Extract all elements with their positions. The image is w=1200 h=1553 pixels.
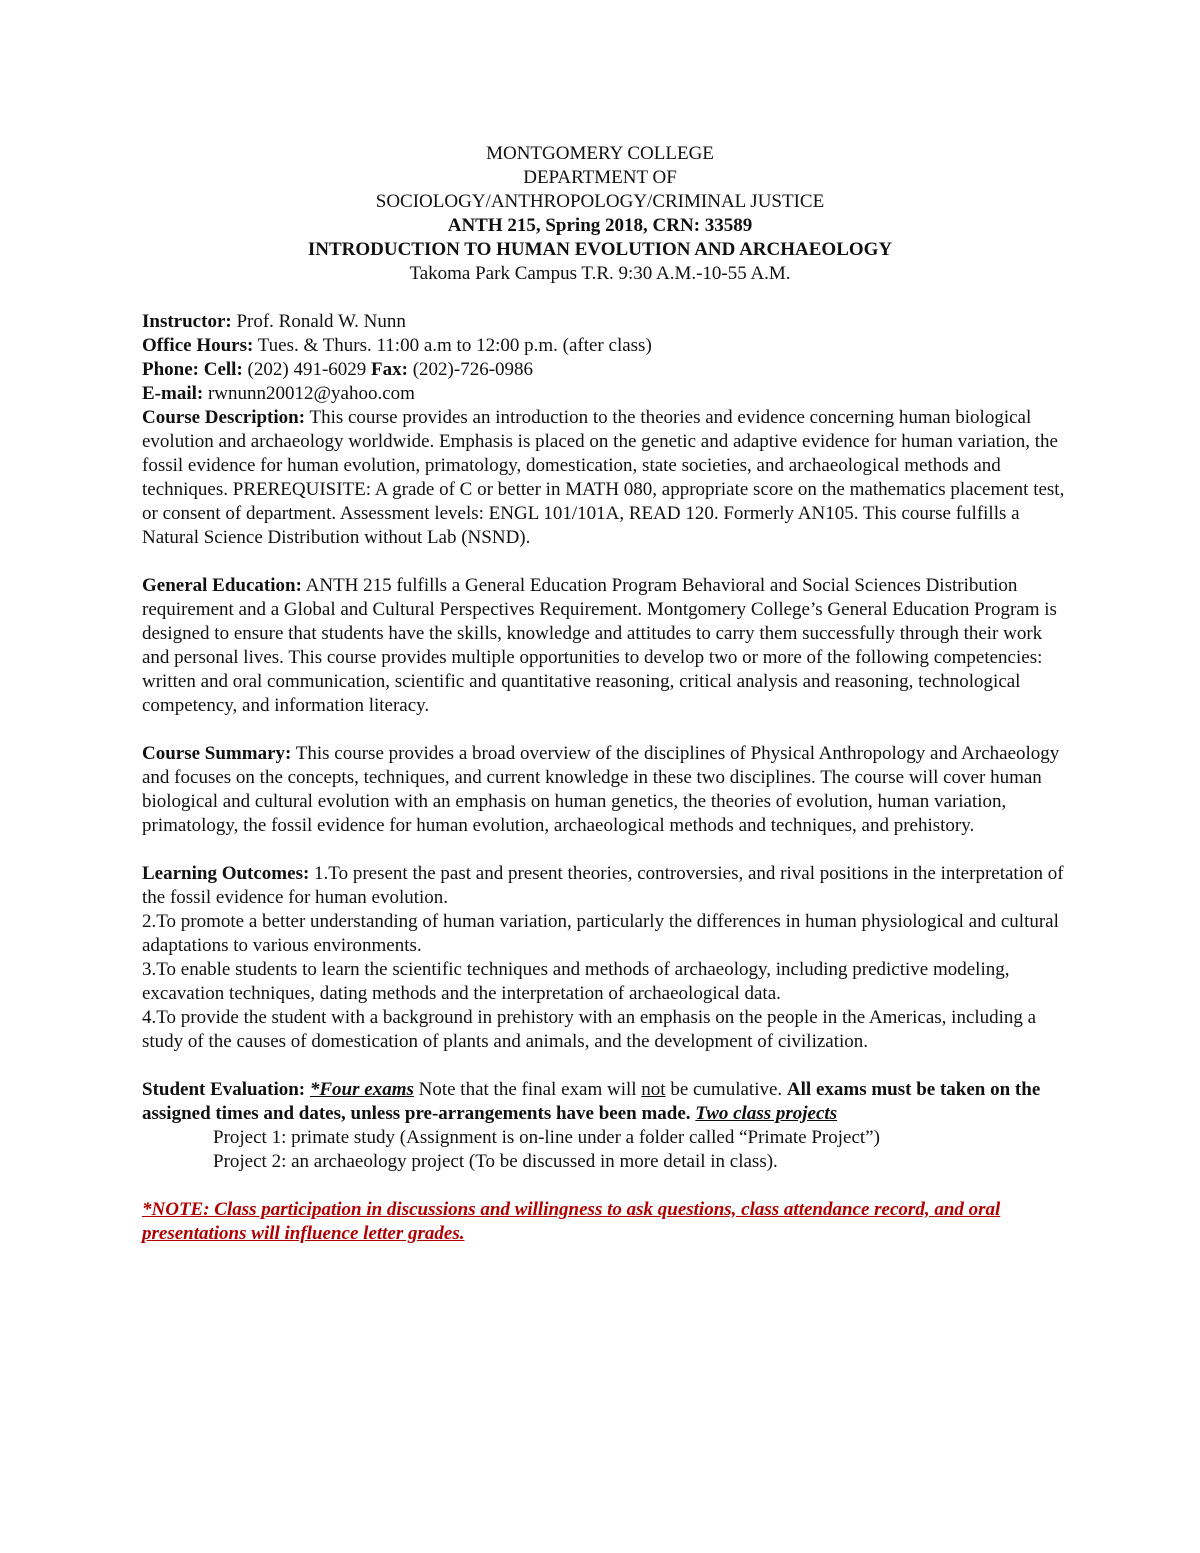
four-exams: *Four exams — [309, 1079, 414, 1100]
project-2: Project 2: an archaeology project (To be discussed in more detail in class). — [213, 1151, 778, 1172]
office-hours-line — [142, 334, 1067, 358]
project-1: Project 1: primate study (Assignment is on-line under a folder called “Primate Project”) — [213, 1127, 880, 1148]
department-line: DEPARTMENT OF — [523, 167, 677, 188]
learning-outcome-2: 2.To promote a better understanding of human variation, particularly the differences in human physiological and cultural adaptations to various environments. — [142, 911, 1059, 956]
course-line — [0, 214, 1200, 238]
general-education-text: ANTH 215 fulfills a General Education Program Behavioral and Social Sciences Distribution requirement and a Global and Cultural Perspectives Requirement. Montgomery College’s General Education Program is designed to ensure that students have the skills, knowledge and attitudes to carry them successfully through their work and personal lives. This course provides multiple opportunities to develop two or more of the following competencies: written and oral communication, scientific and quantitative reasoning, critical analysis and reasoning, technological competency, and information literacy. — [142, 575, 1057, 716]
college-name: MONTGOMERY COLLEGE — [486, 143, 714, 164]
email-label: E-mail: — [142, 383, 204, 404]
fax-label: Fax: — [371, 359, 408, 380]
fax-value: (202)-726-0986 — [407, 359, 534, 380]
instructor-line — [142, 310, 1067, 334]
syllabus-header — [0, 142, 1200, 286]
course-summary — [142, 742, 1067, 838]
course-summary-label: Course Summary: — [142, 743, 292, 764]
participation-note: *NOTE: Class participation in discussions and willingness to ask questions, class attendance record, and oral presentations will influence letter grades. — [142, 1199, 1001, 1244]
email-value: rwnunn20012@yahoo.com — [203, 383, 415, 404]
phone-label: Phone: Cell: — [142, 359, 243, 380]
learning-outcome-1-text: 1.To present the past and present theories, controversies, and rival positions in the interpretation of the fossil evidence for human evolution. — [142, 863, 1064, 908]
course-description-text: This course provides an introduction to the theories and evidence concerning human biological evolution and archaeology worldwide. Emphasis is placed on the genetic and adaptive evidence for human variation, the fossil evidence for human evolution, primatology, domestication, state societies, and archaeological methods and techniques. PREREQUISITE: A grade of C or better in MATH 080, appropriate score on the mathematics placement test, or consent of department. Assessment levels: ENGL 101/101A, READ 120. Formerly AN105. This course fulfills a Natural Science Distribution without Lab (NSND). — [142, 407, 1065, 548]
office-hours-value: Tues. & Thurs. 11:00 a.m to 12:00 p.m. (after class) — [253, 335, 652, 356]
course-description — [142, 406, 1067, 550]
learning-outcome-3: 3.To enable students to learn the scientific techniques and methods of archaeology, including predictive modeling, excavation techniques, dating methods and the interpretation of archaeological data. — [142, 959, 1010, 1004]
exams-requirement: All exams must be taken on the assigned times and dates, unless pre-arrangements have been made. — [142, 1079, 1041, 1124]
learning-outcome-1 — [142, 862, 1067, 910]
course-title: INTRODUCTION TO HUMAN EVOLUTION AND ARCHAEOLOGY — [307, 239, 893, 260]
course-summary-text: This course provides a broad overview of the disciplines of Physical Anthropology and Archaeology and focuses on the concepts, techniques, and current knowledge in these two disciplines. The course will cover human biological and cultural evolution with an emphasis on human genetics, the theories of evolution, human variation, primatology, the fossil evidence for human evolution, archaeological methods and techniques, and prehistory. — [142, 743, 1060, 836]
general-education — [142, 574, 1067, 718]
instructor-value: Prof. Ronald W. Nunn — [231, 311, 406, 332]
email-line — [142, 382, 1067, 406]
campus-time: Takoma Park Campus T.R. 9:30 A.M.-10-55 A.M. — [409, 263, 791, 284]
instructor-label: Instructor: — [142, 311, 232, 332]
evaluation-note-pre: Note that the final exam will — [413, 1079, 642, 1100]
learning-outcome-4: 4.To provide the student with a background in prehistory with an emphasis on the people in the Americas, including a study of the causes of domestication of plants and animals, and the development of civilization. — [142, 1007, 1037, 1052]
two-class-projects: Two class projects — [695, 1103, 838, 1124]
phone-value: (202) 491-6029 — [242, 359, 372, 380]
student-evaluation-label: Student Evaluation: — [142, 1079, 306, 1100]
divisions-line: SOCIOLOGY/ANTHROPOLOGY/CRIMINAL JUSTICE — [375, 191, 825, 212]
phone-line — [142, 358, 1067, 382]
student-evaluation — [142, 1078, 1067, 1126]
learning-outcomes-label: Learning Outcomes: — [142, 863, 310, 884]
evaluation-note-post: be cumulative. — [665, 1079, 787, 1100]
evaluation-note-not: not — [641, 1079, 666, 1100]
course-title-line — [0, 238, 1200, 262]
course-description-label: Course Description: — [142, 407, 306, 428]
syllabus-body — [142, 310, 1067, 1246]
course-code: ANTH 215, Spring 2018, CRN: 33589 — [447, 215, 753, 236]
office-hours-label: Office Hours: — [142, 335, 254, 356]
general-education-label: General Education: — [142, 575, 302, 596]
